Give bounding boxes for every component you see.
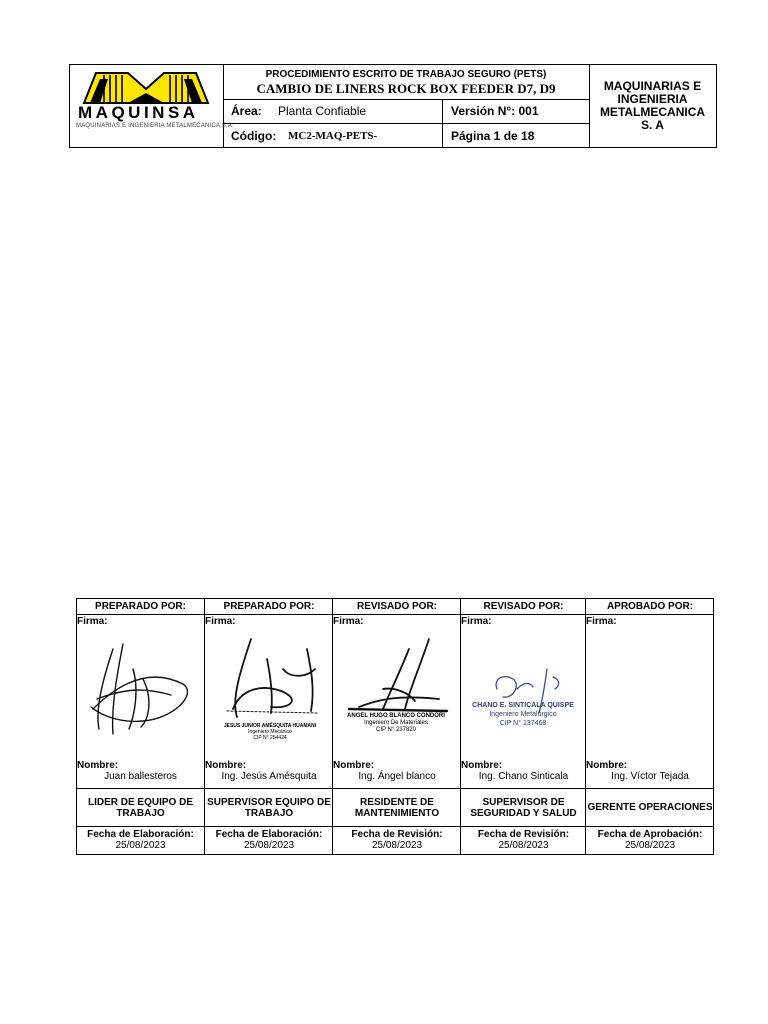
maquinsa-logo-icon <box>70 67 223 107</box>
firma-label: Firma: <box>77 616 108 627</box>
signature-stamp: ANGEL HUGO BLANCO CONDORI Ingeniero De Materiales CIP N° 237820 <box>347 713 445 733</box>
version-cell <box>443 99 589 123</box>
codigo-value: MC2-MAQ-PETS- <box>288 130 378 142</box>
nombre-label: Nombre: <box>461 760 503 771</box>
date-cell <box>586 827 714 854</box>
signature-image <box>83 629 198 749</box>
signer-position: GERENTE OPERACIONES <box>586 789 714 827</box>
firma-label: Firma: <box>333 616 364 627</box>
signer-position: RESIDENTE DE MANTENIMIENTO <box>333 789 461 827</box>
procedure-title: CAMBIO DE LINERS ROCK BOX FEEDER D7, D9 <box>256 81 556 96</box>
area-row <box>223 99 589 124</box>
firma-label: Firma: <box>205 616 236 627</box>
date-cell <box>333 827 461 854</box>
company-name-cell <box>589 65 716 147</box>
code-cell <box>223 124 443 148</box>
signature-cell <box>586 615 714 789</box>
date-value: 25/08/2023 <box>243 840 295 851</box>
date-cell <box>205 827 333 854</box>
area-value: Planta Confiable <box>278 104 367 118</box>
signature-cell <box>333 615 461 789</box>
date-cell <box>77 827 204 854</box>
date-value: 25/08/2023 <box>115 840 166 851</box>
header-center <box>223 65 590 147</box>
page-number: Página 1 de 18 <box>451 129 535 143</box>
code-row <box>223 124 589 148</box>
signer-position: LIDER DE EQUIPO DE TRABAJO <box>77 789 204 827</box>
version-label: Versión N°: 001 <box>451 104 539 118</box>
page-cell <box>443 124 589 148</box>
signer-position: SUPERVISOR EQUIPO DE TRABAJO <box>205 789 333 827</box>
date-value: 25/08/2023 <box>498 840 549 851</box>
role-header: PREPARADO POR: <box>77 599 204 615</box>
role-header: REVISADO POR: <box>333 599 461 615</box>
pets-title: PROCEDIMIENTO ESCRITO DE TRABAJO SEGURO (PETS) <box>265 69 547 80</box>
codigo-label: Código: <box>231 129 277 143</box>
date-label: Fecha de Aprobación: <box>597 829 703 840</box>
nombre-label: Nombre: <box>205 760 247 771</box>
signature-stamp: CHANO E. SINTICALA QUISPE Ingeniero Metalúrgico CIP N° 137468 <box>472 702 574 727</box>
approval-column-2 <box>204 599 333 854</box>
date-label: Fecha de Elaboración: <box>87 829 194 840</box>
company-name: MAQUINARIAS E INGENIERIA METALMECANICA S. A <box>599 79 706 132</box>
logo-wordmark: MAQUINSA <box>78 103 199 122</box>
logo-tagline: MAQUINARIAS E INGENIERIA METALMECANICA S.A. <box>76 123 234 129</box>
signer-name: Ing. Jesús Amésquita <box>221 771 317 782</box>
signer-name: Ing. Chano Sinticala <box>478 771 569 782</box>
title-box <box>223 65 589 100</box>
company-logo <box>70 65 234 147</box>
signature-cell <box>461 615 586 789</box>
approval-column-1 <box>77 599 204 854</box>
date-value: 25/08/2023 <box>624 840 676 851</box>
date-label: Fecha de Revisión: <box>477 829 570 840</box>
nombre-label: Nombre: <box>333 760 375 771</box>
approval-column-4 <box>460 599 586 854</box>
signer-name: Ing. Víctor Tejada <box>611 771 689 782</box>
document-header <box>69 64 717 148</box>
role-header: PREPARADO POR: <box>205 599 333 615</box>
signature-cell <box>205 615 333 789</box>
role-header: REVISADO POR: <box>461 599 586 615</box>
signer-position: SUPERVISOR DE SEGURIDAD Y SALUD <box>461 789 586 827</box>
approval-column-3 <box>332 599 461 854</box>
signature-stamp: JESUS JUNIOR AMÉSQUITA HUAMANI Ingeniero Mecánico CIP N° 254424 <box>223 723 317 741</box>
area-cell <box>223 99 443 123</box>
approval-table <box>76 598 714 855</box>
firma-label: Firma: <box>461 616 492 627</box>
signer-name: Ing. Ángel blanco <box>358 771 436 782</box>
nombre-label: Nombre: <box>77 760 119 771</box>
role-header: APROBADO POR: <box>586 599 714 615</box>
signature-cell <box>77 615 204 789</box>
date-cell <box>461 827 586 854</box>
date-label: Fecha de Revisión: <box>351 829 443 840</box>
nombre-label: Nombre: <box>586 760 628 771</box>
area-label: Área: <box>231 104 262 118</box>
firma-label: Firma: <box>586 616 617 627</box>
approval-column-5 <box>585 599 714 854</box>
signer-name: Juan ballesteros <box>104 771 177 782</box>
date-value: 25/08/2023 <box>371 840 423 851</box>
date-label: Fecha de Elaboración: <box>215 829 323 840</box>
